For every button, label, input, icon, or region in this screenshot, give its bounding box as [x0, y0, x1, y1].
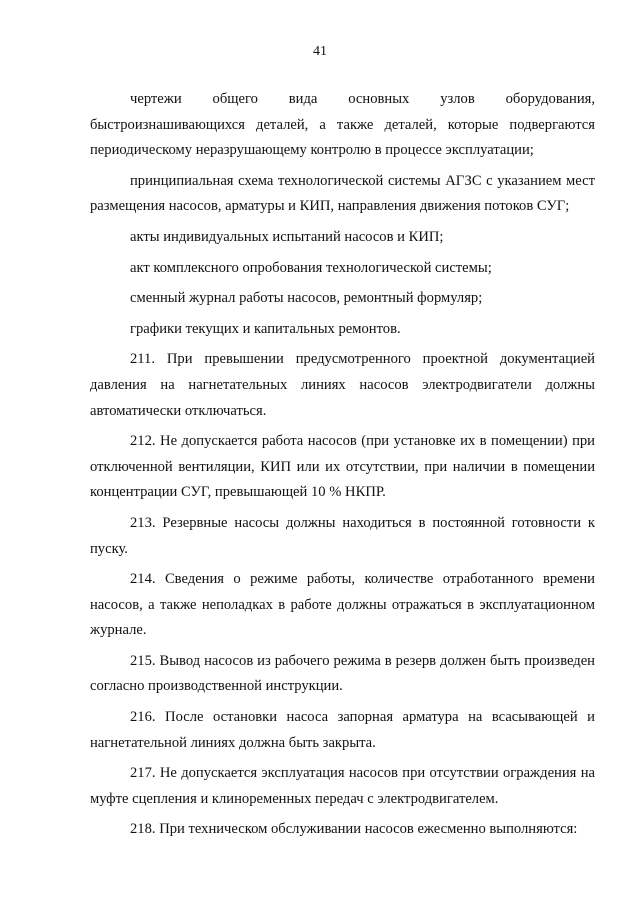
paragraph-drawings: чертежи общего вида основных узлов оборудования, быстроизнашивающихся деталей, а также деталей, которые подвергаются периодическому неразрушающему контролю в процессе эксплуатации;: [90, 91, 595, 159]
paragraph-218: 218. При техническом обслуживании насосов ежесменно выполняются:: [130, 821, 578, 838]
paragraph-216: 216. После остановки насоса запорная арматура на всасывающей и нагнетательной линиях должна быть закрыта.: [90, 709, 595, 751]
paragraph-212: 212. Не допускается работа насосов (при установке их в помещении) при отключенной вентиляции, КИП или их отсутствии, при наличии в помещении концентрации СУГ, превышающей 10 % НКПР.: [90, 433, 595, 501]
paragraph-shift-journal: сменный журнал работы насосов, ремонтный формуляр;: [130, 290, 483, 307]
paragraph-213: 213. Резервные насосы должны находиться в постоянной готовности к пуску.: [90, 514, 595, 557]
paragraph-214: 214. Сведения о режиме работы, количестве отработанного времени насосов, а также неполадках в работе должны отражаться в эксплуатационном журнале.: [90, 571, 595, 639]
paragraph-schematic: принципиальная схема технологической системы АГЗС с указанием мест размещения насосов, арматуры и КИП, направления движения потоков СУГ;: [90, 172, 595, 215]
page-number: 41: [313, 44, 327, 59]
paragraph-215: 215. Вывод насосов из рабочего режима в резерв должен быть произведен согласно производственной инструкции.: [90, 652, 595, 695]
paragraph-217: 217. Не допускается эксплуатация насосов при отсутствии ограждения на муфте сцепления и клиноременных передач с электродвигателем.: [90, 765, 595, 807]
document-body: [90, 87, 595, 843]
paragraph-211: 211. При превышении предусмотренного проектной документацией давления на нагнетательных линиях насосов электродвигатели должны автоматически отключаться.: [90, 351, 595, 419]
paragraph-complex-test-act: акт комплексного опробования технологической системы;: [130, 259, 492, 276]
paragraph-repair-schedules: графики текущих и капитальных ремонтов.: [130, 320, 401, 337]
paragraph-test-acts: акты индивидуальных испытаний насосов и КИП;: [130, 228, 444, 245]
